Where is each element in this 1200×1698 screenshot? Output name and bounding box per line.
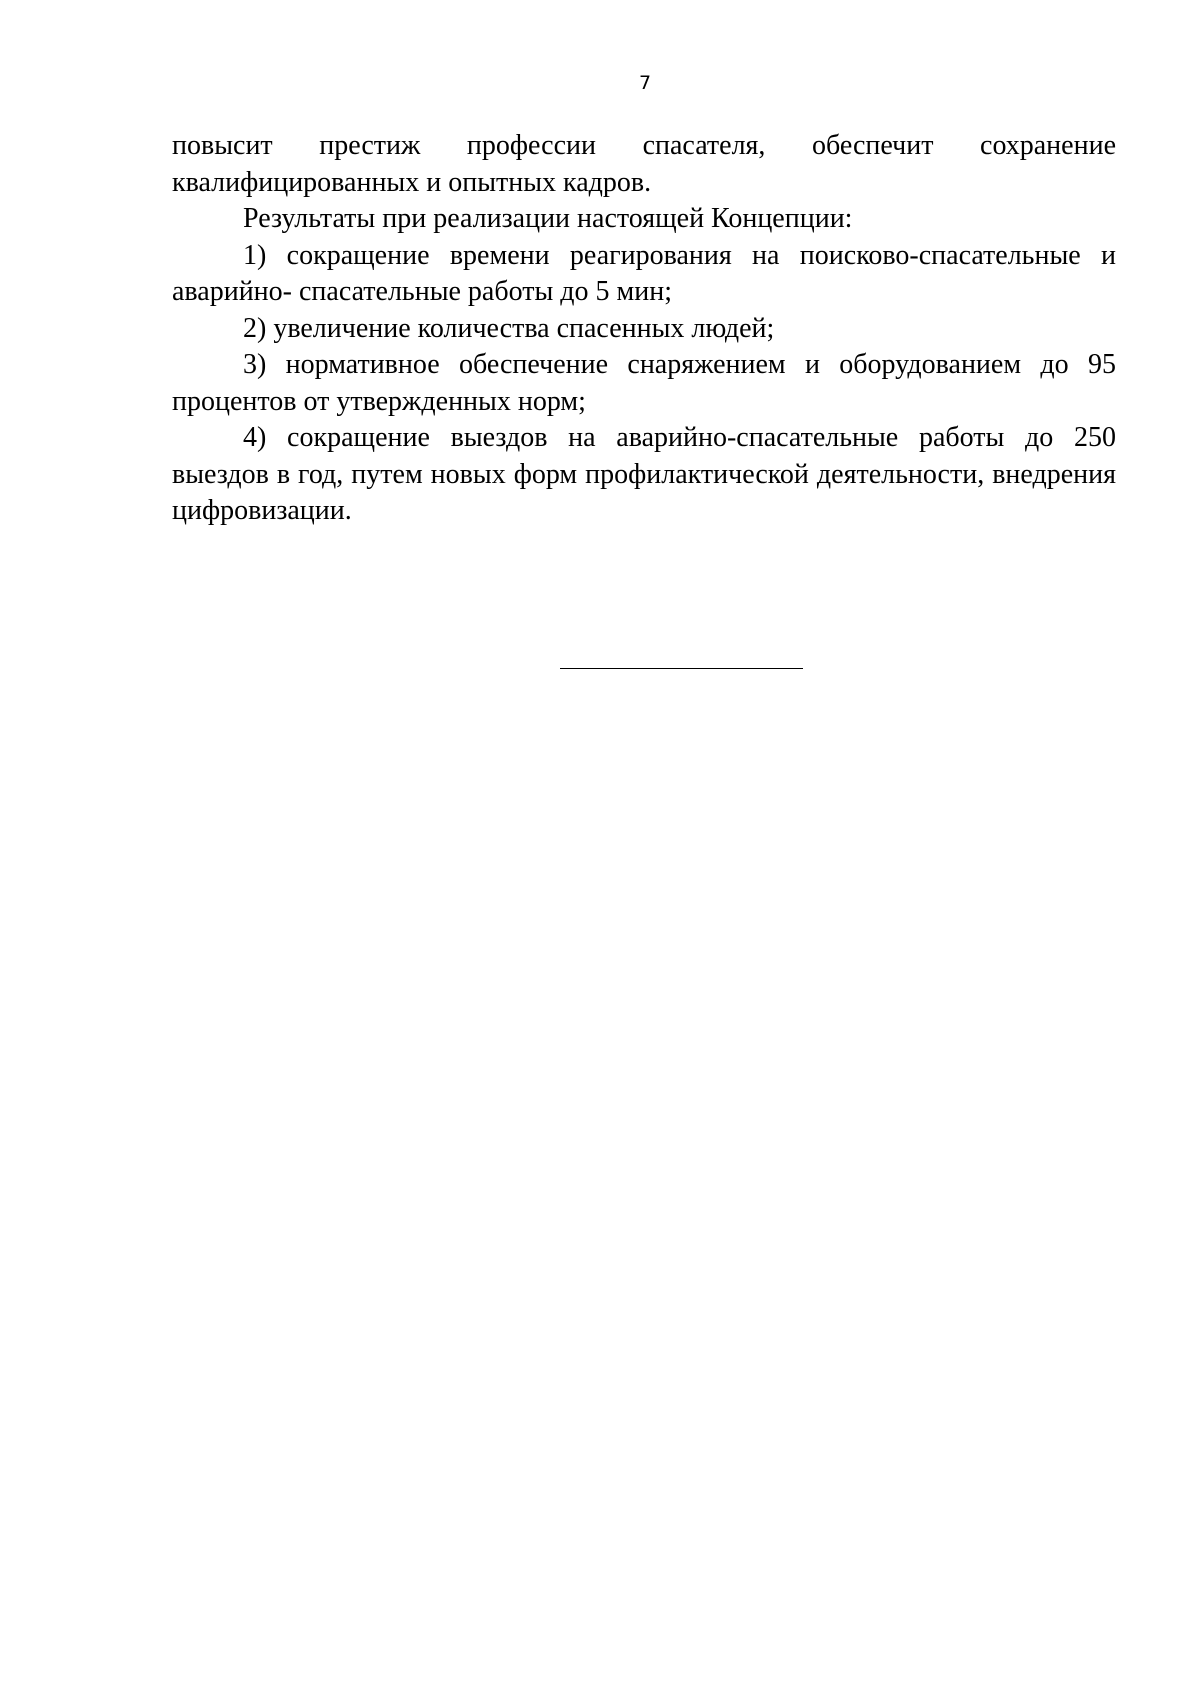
closing-divider-line — [560, 668, 803, 669]
paragraph-results-heading: Результаты при реализации настоящей Концепции: — [243, 203, 853, 234]
paragraph-continuation: повысит престиж профессии спасателя, обеспечит сохранение квалифицированных и опытных кадров. — [172, 130, 1116, 198]
document-body — [172, 128, 1116, 530]
list-item-4: 4) сокращение выездов на аварийно-спасательные работы до 250 выездов в год, путем новых форм профилактической деятельности, внедрения цифровизации. — [172, 422, 1116, 526]
list-item-1: 1) сокращение времени реагирования на поисково-спасательные и аварийно- спасательные работы до 5 мин; — [172, 239, 1116, 307]
list-item-3: 3) нормативное обеспечение снаряжением и оборудованием до 95 процентов от утвержденных норм; — [172, 349, 1116, 417]
page-number: 7 — [638, 72, 652, 94]
list-item-2: 2) увеличение количества спасенных людей; — [243, 312, 775, 344]
